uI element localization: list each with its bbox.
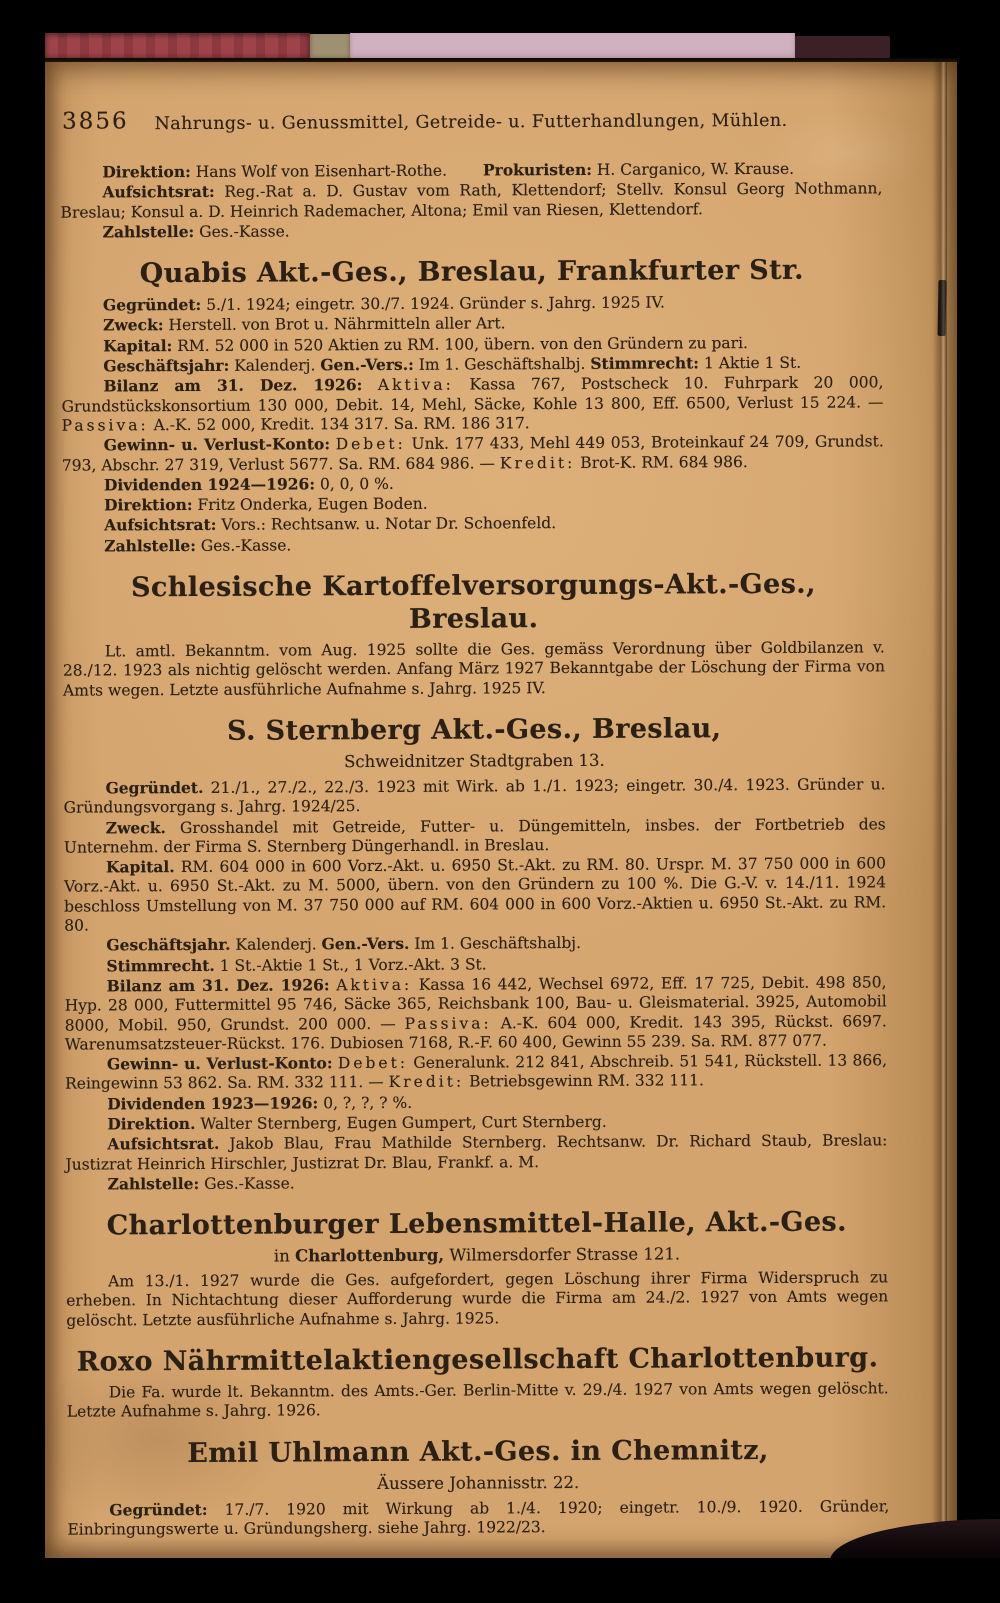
- entry-paragraph: Zahlstelle: Ges.-Kasse.: [107, 1173, 295, 1194]
- entry-paragraph: Zahlstelle: Ges.-Kasse.: [102, 221, 290, 242]
- entry-paragraph: Direktion. Walter Sternberg, Eugen Gumpert, Curt Sternberg.: [107, 1112, 607, 1134]
- entry-sternberg: [63, 711, 887, 1195]
- entry-paragraph: Zweck: Herstell. von Brot u. Nährmitteln aller Art.: [103, 314, 506, 335]
- page-header: [60, 108, 882, 142]
- entry-quabis: [61, 254, 885, 557]
- entry-paragraph: Zahlstelle: Ges.-Kasse.: [104, 535, 292, 556]
- entry-paragraph: Gewinn- u. Verlust-Konto: Debet: Generalunk. 212 841, Abschreib. 51 541, Rückstell. 13 866, Reingewinn 53 862. Sa. RM. 332 111. — Kredit: Betriebsgewinn RM. 332 111.: [65, 1051, 888, 1094]
- entry-eisenhart-rothe-fortsetzung: [60, 158, 882, 242]
- entry-roxo: [66, 1341, 888, 1422]
- entry-paragraph: Aufsichtsrat. Jakob Blau, Frau Mathilde Sternberg. Rechtsanw. Dr. Richard Staub, Breslau: Justizrat Heinrich Hirschler, Justizrat Dr. Blau, Frankf. a. M.: [65, 1131, 888, 1174]
- entry-subheading: Äussere Johannisstr. 22.: [377, 1472, 580, 1493]
- entry-paragraph: Kapital: RM. 52 000 in 520 Aktien zu RM. 100, übern. von den Gründern zu pari.: [103, 333, 748, 356]
- entry-paragraph: Geschäftsjahr. Kalenderj. Gen.-Vers. Im 1. Geschäftshalbj.: [106, 934, 582, 955]
- entry-paragraph: Kapital. RM. 604 000 in 600 Vorz.-Akt. u. 6950 St.-Akt. zu RM. 80. Urspr. M. 37 750 000 in 600 Vorz.-Akt. u. 6950 St.-Akt. zu M. 5000, übern. von den Gründern zu 100 %. Die G.-V. v. 14./11. 1924 beschloss Umstellung von M. 37 750 000 auf RM. 604 000 in 600 Vorz.-Aktien u. 6950 St.-Akt. zu RM. 80.: [64, 854, 887, 935]
- entry-paragraph: Dividenden 1924—1926: 0, 0, 0 %.: [103, 474, 394, 495]
- entry-subheading: Schweidnitzer Stadtgraben 13.: [343, 750, 605, 772]
- running-title: Nahrungs- u. Genussmittel, Getreide- u. Futterhandlungen, Mühlen.: [154, 110, 788, 135]
- entries: [60, 158, 889, 1540]
- entry-paragraph: Stimmrecht. 1 St.-Aktie 1 St., 1 Vorz.-Akt. 3 St.: [106, 955, 487, 976]
- entry-paragraph: Gegründet: 17./7. 1920 mit Wirkung ab 1./4. 1920; eingetr. 10./9. 1920. Gründer, Einbringungswerte u. Gründungsherg. siehe Jahrg. 1922/23.: [67, 1496, 890, 1539]
- page-number: 3856: [61, 108, 129, 135]
- entry-heading: Roxo Nährmittelaktiengesellschaft Charlottenburg.: [76, 1342, 879, 1378]
- entry-paragraph: Aufsichtsrat: Vors.: Rechtsanw. u. Notar Dr. Schoenfeld.: [104, 514, 557, 535]
- page-paper: [45, 62, 957, 1558]
- spine-strip-pink: [350, 33, 795, 61]
- entry-paragraph: Am 13./1. 1927 wurde die Ges. aufgefordert, gegen Löschung ihrer Firma Widerspruch zu erheben. In Nichtachtung dieser Aufforderung wurde die Firma am 24./2. 1927 von Amts wegen gelöscht. Letzte ausführliche Aufnahme s. Jahrg. 1925.: [66, 1268, 889, 1330]
- entry-heading: Charlottenburger Lebensmittel-Halle, Akt.-Ges.: [106, 1206, 847, 1242]
- entry-charlottenburger-lebensmittel-halle: [66, 1205, 889, 1330]
- entry-heading: Emil Uhlmann Akt.-Ges. in Chemnitz,: [187, 1434, 769, 1469]
- entry-paragraph: Aufsichtsrat: Reg.-Rat a. D. Gustav vom Rath, Klettendorf; Stellv. Konsul Georg Nothmann, Breslau; Konsul a. D. Heinrich Rademacher, Altona; Emil van Riesen, Klettendorf.: [60, 179, 883, 222]
- entry-paragraph: Gewinn- u. Verlust-Konto: Debet: Unk. 177 433, Mehl 449 053, Broteinkauf 24 709, Grundst. 793, Abschr. 27 319, Verlust 5677. Sa. RM. 684 986. — Kredit: Brot-K. RM. 684 986.: [61, 432, 884, 475]
- scan-bottom-edge: [0, 1558, 1000, 1603]
- entry-paragraph: Lt. amtl. Bekanntm. vom Aug. 1925 sollte die Ges. gemäss Verordnung über Goldbilanzen v. 28./12. 1923 als nichtig gelöscht werden. Anfang März 1927 Bekanntgabe der Löschung der Firma von Amts wegen. Letzte ausführliche Aufnahme s. Jahrg. 1925 IV.: [62, 638, 885, 700]
- spine-strip-khaki: [310, 34, 350, 61]
- entry-heading: Schlesische Kartoffelversorgungs-Akt.-Ges., Breslau.: [131, 568, 816, 635]
- entry-paragraph: Bilanz am 31. Dez. 1926: Aktiva: Kassa 16 442, Wechsel 6972, Eff. 17 725, Debit. 498 850, Hyp. 28 000, Futtermittel 95 746, Säcke 365, Reichsbank 100, Bau- u. Gleismaterial. 3925, Automobil 8000, Mobil. 950, Grundst. 200 000. — Passiva: A.-K. 604 000, Kredit. 143 395, Rückst. 6697. Warenumsatzsteuer-Rückst. 176. Dubiosen 7168, R.-F. 60 400, Gewinn 55 239. Sa. RM. 877 077.: [64, 973, 887, 1054]
- entry-heading: Quabis Akt.-Ges., Breslau, Frankfurter Str.: [139, 254, 804, 290]
- page-edge-mark: [938, 280, 947, 336]
- entry-paragraph: Direktion: Hans Wolf von Eisenhart-Rothe. Prokuristen: H. Carganico, W. Krause.: [102, 159, 795, 182]
- entry-paragraph: Dividenden 1923—1926: 0, ?, ?, ? %.: [107, 1092, 413, 1114]
- entry-paragraph: Gegründet. 21./1., 27./2., 22./3. 1923 mit Wirk. ab 1./1. 1923; eingetr. 30./4. 1923. Gründer u. Gründungsvorgang s. Jahrg. 1924/25.: [63, 775, 886, 817]
- spine-strip-red: [45, 33, 310, 61]
- entry-paragraph: Direktion: Fritz Onderka, Eugen Boden.: [104, 494, 428, 515]
- entry-paragraph: Gegründet: 5./1. 1924; eingetr. 30./7. 1924. Gründer s. Jahrg. 1925 IV.: [102, 293, 665, 315]
- entry-paragraph: Bilanz am 31. Dez. 1926: Aktiva: Kassa 767, Postscheck 10. Fuhrpark 20 000, Grundstückskonsortium 130 000, Debit. 14, Mehl, Säcke, Kohle 13 800, Eff. 6500, Verlust 15 224. — Passiva: A.-K. 52 000, Kredit. 134 317. Sa. RM. 186 317.: [61, 373, 884, 435]
- entry-emil-uhlmann: [67, 1433, 890, 1540]
- entry-paragraph: Geschäftsjahr: Kalenderj. Gen.-Vers.: Im 1. Geschäftshalbj. Stimmrecht: 1 Aktie 1 St.: [103, 353, 802, 376]
- entry-paragraph: Zweck. Grosshandel mit Getreide, Futter- u. Düngemitteln, insbes. der Fortbetrieb des Unternehm. der Firma S. Sternberg Düngerhandl. in Breslau.: [63, 814, 886, 857]
- entry-heading: S. Sternberg Akt.-Ges., Breslau,: [227, 713, 722, 747]
- entry-schlesische-kartoffelversorgung: [62, 567, 885, 700]
- entry-subheading: in Charlottenburg, Wilmersdorfer Strasse 121.: [273, 1244, 681, 1266]
- entry-paragraph: Die Fa. wurde lt. Bekanntm. des Amts.-Ger. Berlin-Mitte v. 29./4. 1927 von Amts wegen gelöscht. Letzte Aufnahme s. Jahrg. 1926.: [66, 1379, 889, 1421]
- page-content: [60, 108, 889, 1547]
